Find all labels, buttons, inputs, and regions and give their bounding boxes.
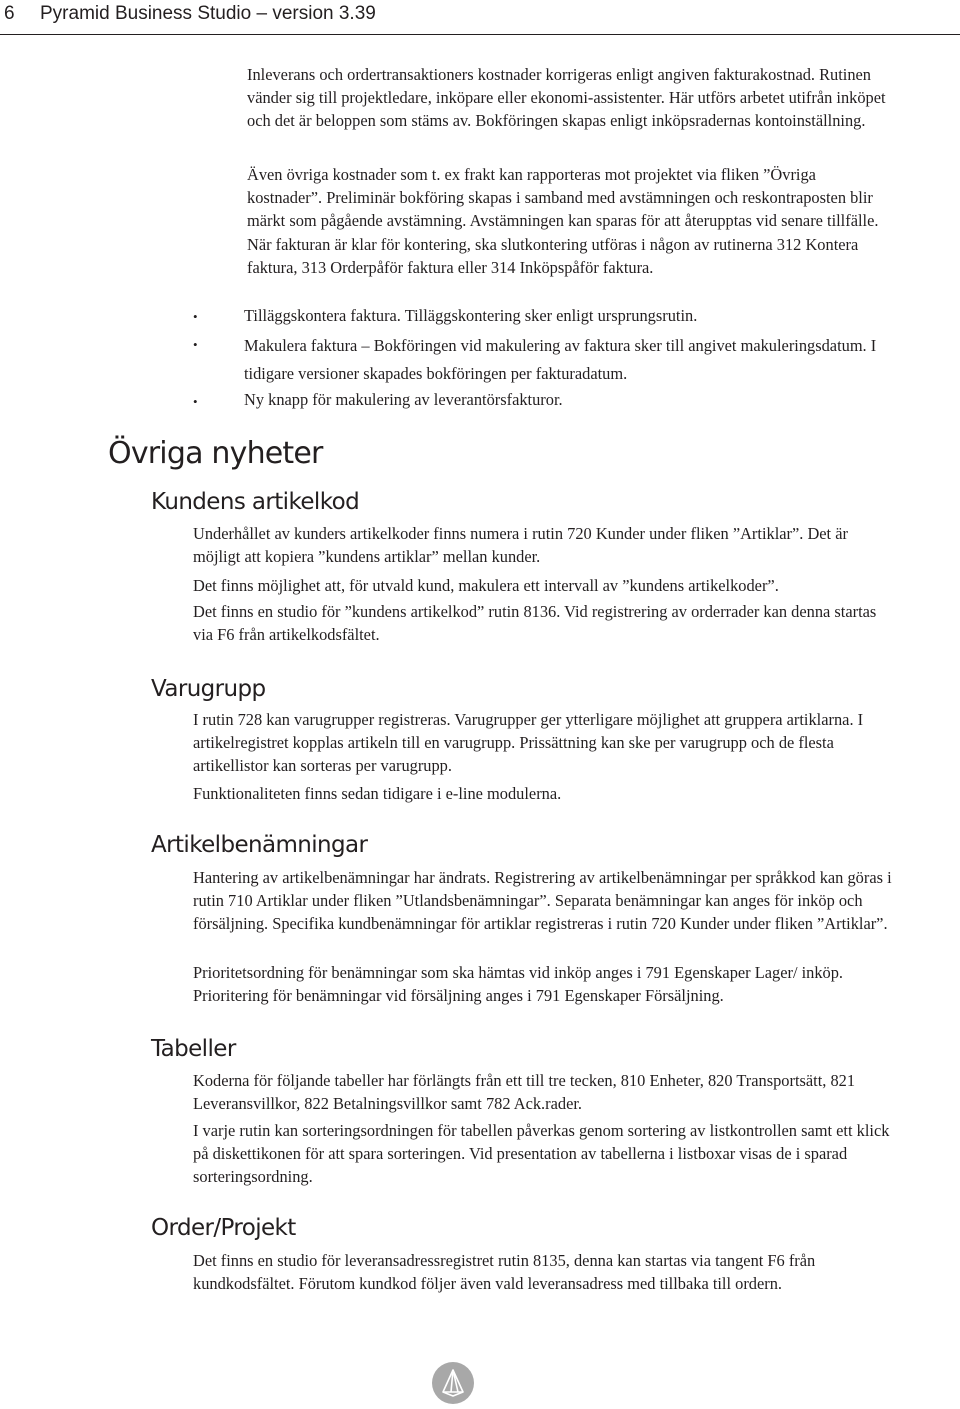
order-paragraph-1: Det finns en studio för leveransadressregistret rutin 8135, denna kan startas via tangent F6 från kundkodsfältet. Förutom kundkod följer även vald leveransadress med tillbaka till ordern. (193, 1251, 816, 1294)
kundens-paragraph-1: Underhållet av kunders artikelkoder finns numera i rutin 720 Kunder under fliken ”Artiklar”. Det är möjligt att kopiera ”kundens artiklar” mellan kunder. (193, 524, 848, 567)
tabeller-paragraph-1: Koderna för följande tabeller har förlängts från ett till tre tecken, 810 Enheter, 820 Transportsätt, 821 Leveransvillkor, 822 Betalningsvillkor samt 782 Ack.rader. (193, 1071, 856, 1114)
section-heading-kundens-artikelkod: Kundens artikelkod (151, 489, 360, 515)
varugrupp-paragraph-1: I rutin 728 kan varugrupper registreras. Varugrupper ger ytterligare möjlighet att gruppera artiklarna. I artikelregistret kopplas artikeln till en varugrupp. Prissättning kan ske per varugrupp och de flesta artikellistor kan sorteras per varugrupp. (193, 710, 864, 776)
bullet-marker: • (193, 394, 198, 409)
kundens-paragraph-2: Det finns möjlighet att, för utvald kund, makulera ett intervall av ”kundens artikelkoder”. (193, 576, 779, 595)
intro-paragraph-1: Inleverans och ordertransaktioners kostnader korrigeras enligt angiven fakturakostnad. Rutinen vänder sig till projektledare, inköpare eller ekonomi-assistenter. Här utförs arbetet utifrån inköpet och det är beloppen som stäms av. Bokföringen skapas enligt inköpsradernas kontoinställning. (247, 65, 886, 131)
kundens-paragraph-3: Det finns en studio för ”kundens artikelkod” rutin 8136. Vid registrering av orderrader kan denna startas via F6 från artikelkodsfältet. (193, 602, 877, 645)
page-header (0, 0, 960, 34)
main-heading: Övriga nyheter (108, 436, 323, 471)
running-title: Pyramid Business Studio – version 3.39 (40, 3, 376, 24)
page-number: 6 (4, 3, 15, 24)
artikelbenamningar-paragraph-1: Hantering av artikelbenämningar har ändrats. Registrering av artikelbenämningar per språkkod kan göras i rutin 710 Artiklar under fliken ”Utlandsbenämningar”. Separata benämningar kan anges för inköp och försäljning. Specifika kundbenämningar för artiklar registreras i rutin 720 Kunder under fliken ”Artiklar”. (193, 868, 892, 934)
bullet-item: Ny knapp för makulering av leverantörsfakturor. (244, 390, 563, 409)
bullet-marker: • (193, 337, 198, 352)
intro-paragraph-2: Även övriga kostnader som t. ex frakt kan rapporteras mot projektet via fliken ”Övriga kostnader”. Preliminär bokföring skapas i samband med avstämningen och reskontraposten blir märkt som pågående avstämning. Avstämningen kan sparas för att återupptas vid senare tillfälle. När fakturan är klar för kontering, ska slutkontering utföras i någon av rutinerna 312 Kontera faktura, 313 Orderpåför faktura eller 314 Inköpspåför faktura. (247, 165, 879, 277)
section-heading-order-projekt: Order/Projekt (151, 1215, 296, 1241)
section-heading-varugrupp: Varugrupp (151, 676, 266, 702)
pyramid-logo-icon (432, 1362, 474, 1404)
tabeller-paragraph-2: I varje rutin kan sorteringsordningen för tabellen påverkas genom sortering av listkontrollen samt ett klick på diskettikonen för att spara sorteringen. Vid presentation av tabellerna i listboxar visas de i sparad sorteringsordning. (193, 1121, 890, 1187)
section-heading-tabeller: Tabeller (151, 1036, 236, 1062)
bullet-marker: • (193, 309, 198, 324)
bullet-item: Tilläggskontera faktura. Tilläggskontering sker enligt ursprungsrutin. (244, 306, 698, 325)
section-heading-artikelbenamningar: Artikelbenämningar (151, 832, 368, 858)
varugrupp-paragraph-2: Funktionaliteten finns sedan tidigare i e-line modulerna. (193, 784, 562, 803)
header-rule (0, 34, 960, 35)
bullet-item: Makulera faktura – Bokföringen vid makulering av faktura sker till angivet makuleringsdatum. I tidigare versioner skapades bokföringen per fakturadatum. (244, 336, 877, 383)
artikelbenamningar-paragraph-2: Prioritetsordning för benämningar som ska hämtas vid inköp anges i 791 Egenskaper Lager/ inköp. Prioritering för benämningar vid försäljning anges i 791 Egenskaper Försäljning. (193, 963, 844, 1006)
